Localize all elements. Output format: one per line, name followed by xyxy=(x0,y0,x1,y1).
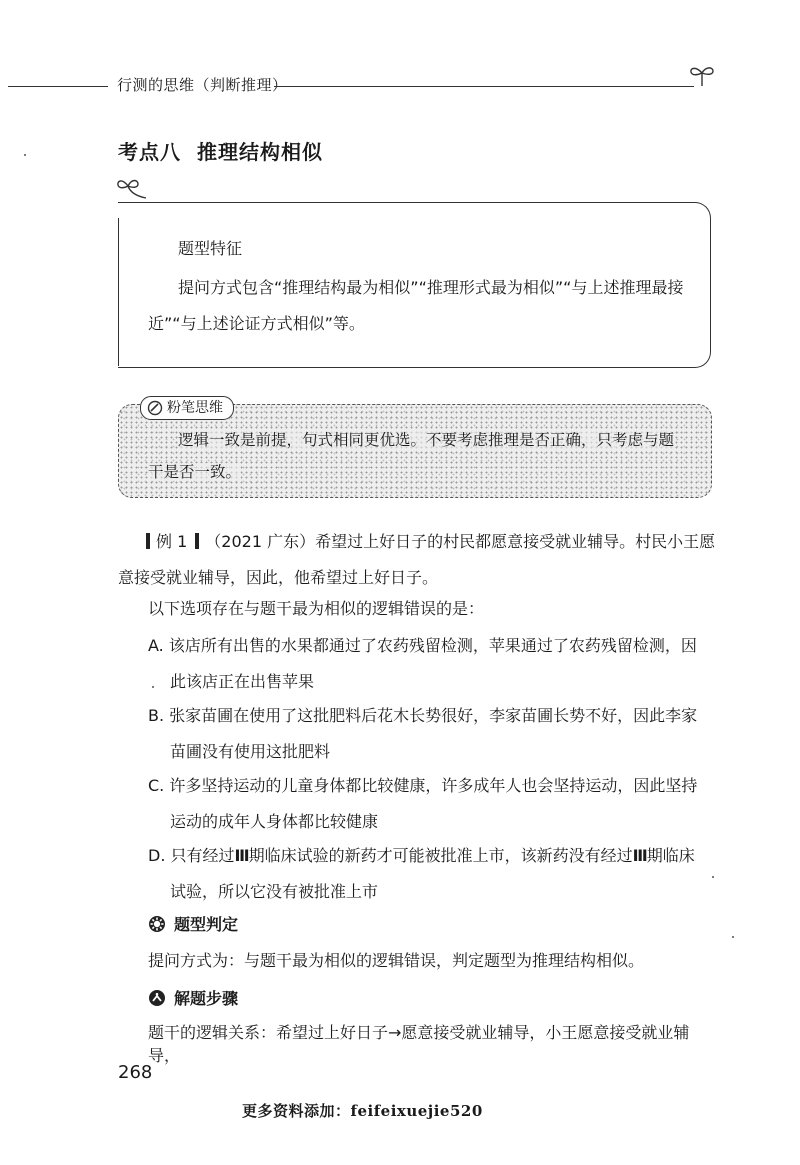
option-d-line1a: D. 只有经过 xyxy=(148,846,235,865)
option-c-line2: 运动的成年人身体都比较健康 xyxy=(170,812,379,831)
option-d-roman1: Ⅲ xyxy=(234,846,249,865)
option-d-roman2: Ⅲ xyxy=(632,846,647,865)
sprout-divider-icon xyxy=(116,172,156,200)
thinking-body-text: 逻辑一致是前提，句式相同更优选。不要考虑推理是否正确，只考虑与题干是否一致。 xyxy=(148,431,675,481)
type-judgement-text: 提问方式为：与题干最为相似的逻辑错误，判定题型为推理结构相似。 xyxy=(148,951,645,970)
scan-speck xyxy=(24,154,26,156)
option-d xyxy=(148,838,716,910)
steps-icon xyxy=(148,989,166,1007)
option-a-line2: 此该店正在出售苹果 xyxy=(170,672,315,691)
running-header: 行测的思维（判断推理） xyxy=(117,76,288,94)
option-d-line2: 试验，所以它没有被批准上市 xyxy=(170,882,379,901)
section-number: 考点八 xyxy=(118,140,181,164)
solution-heading xyxy=(148,986,238,1009)
chalk-icon xyxy=(147,400,163,416)
scan-speck xyxy=(712,876,714,878)
option-c xyxy=(148,768,716,840)
sprout-icon xyxy=(688,62,716,88)
header-rule-left xyxy=(8,86,108,87)
thinking-tag-label: 粉笔思维 xyxy=(167,400,223,416)
example-label: 例 1 xyxy=(156,532,188,551)
option-c-line1: C. 许多坚持运动的儿童身体都比较健康，许多成年人也会坚持运动，因此坚持 xyxy=(148,776,698,795)
scan-speck xyxy=(152,686,154,688)
example-bar-right xyxy=(195,533,199,549)
thinking-body xyxy=(148,424,688,488)
example-stem xyxy=(118,524,716,596)
solution-title: 解题步骤 xyxy=(174,989,239,1008)
feature-box-left-edge xyxy=(118,218,119,366)
feature-body: 提问方式包含“推理结构最为相似”“推理形式最为相似”“与上述推理最接近”“与上述论证方式相似”等。 xyxy=(148,278,684,333)
solution-text: 题干的逻辑关系：希望过上好日子→愿意接受就业辅导，小王愿意接受就业辅导， xyxy=(148,1023,690,1065)
type-judgement-heading xyxy=(148,912,238,935)
example-bar-left xyxy=(146,533,150,549)
footer-note: 更多资料添加：feifeixuejie520 xyxy=(242,1102,483,1120)
page-number: 268 xyxy=(118,1062,153,1083)
header-rule-right xyxy=(274,86,694,87)
option-b-line2: 苗圃没有使用这批肥料 xyxy=(170,742,331,761)
section-title xyxy=(118,136,323,165)
gear-icon xyxy=(148,915,166,933)
option-b xyxy=(148,698,716,770)
option-a xyxy=(148,628,716,700)
example-text: （2021 广东）希望过上好日子的村民都愿意接受就业辅导。村民小王愿意接受就业辅导，因此，他希望过上好日子。 xyxy=(118,532,716,587)
option-d-line1b: 期临床试验的新药才可能被批准上市，该新药没有经过 xyxy=(248,846,633,865)
type-judgement-title: 题型判定 xyxy=(174,915,239,934)
option-b-line1: B. 张家苗圃在使用了这批肥料后花木长势很好，李家苗圃长势不好，因此李家 xyxy=(148,706,698,725)
option-d-line1c: 期临床 xyxy=(646,846,695,865)
thinking-tag xyxy=(140,396,234,420)
scan-speck xyxy=(732,936,734,938)
feature-heading: 题型特征 xyxy=(178,239,243,258)
option-a-line1: A. 该店所有出售的水果都通过了农药残留检测，苹果通过了农药残留检测，因 xyxy=(148,636,697,655)
section-name: 推理结构相似 xyxy=(197,140,323,164)
question-prompt: 以下选项存在与题干最为相似的逻辑错误的是： xyxy=(148,599,485,618)
